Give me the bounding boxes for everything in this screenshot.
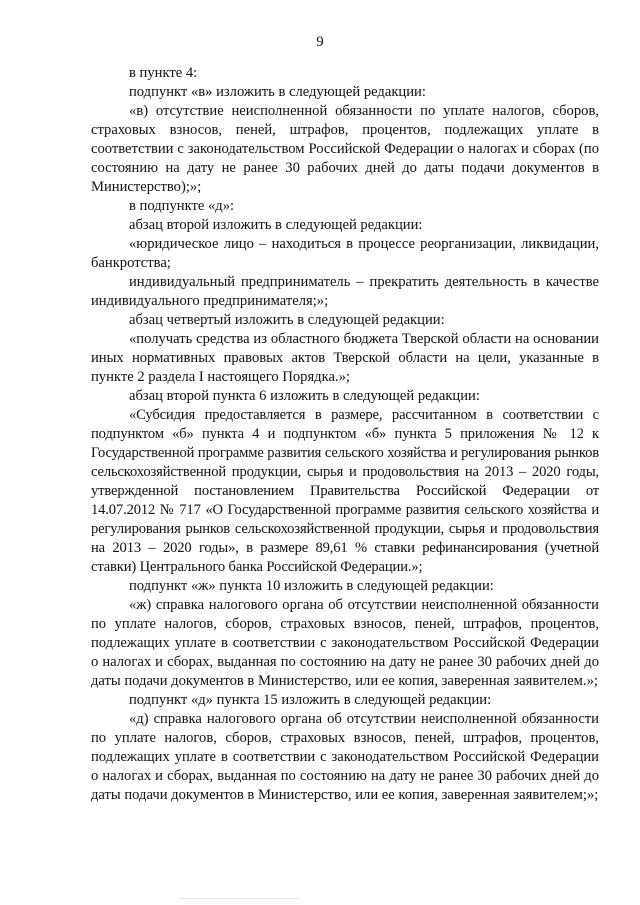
- paragraph-individual-entrepreneur: индивидуальный предприниматель – прекратить деятельность в качестве индивидуального предпринимателя;»;: [91, 274, 599, 309]
- paragraph-item-15-heading: подпункт «д» пункта 15 изложить в следующей редакции:: [129, 692, 492, 708]
- paragraph-item-6-heading: абзац второй пункта 6 изложить в следующей редакции:: [129, 388, 480, 404]
- paragraph-item-10-heading: подпункт «ж» пункта 10 изложить в следующей редакции:: [129, 578, 494, 594]
- paragraph-item-10-text: «ж) справка налогового органа об отсутствии неисполненной обязанности по уплате налогов, сборов, страховых взносов, пеней, штрафов, процентов, подлежащих уплате в соответствии с законодательством Российской Федерации о налогах и сборах, выданная по состоянию на дату не ранее 30 рабочих дней до даты подачи документов в Министерство, или ее копия, заверенная заявителем.»;: [91, 597, 599, 689]
- paragraph-subitem-v-text: «в) отсутствие неисполненной обязанности по уплате налогов, сборов, страховых взносов, пеней, штрафов, процентов, подлежащих уплате в соответствии с законодательством Российской Федерации о налогах и сборах (по состоянию на дату не ранее 30 рабочих дней до даты подачи документов в Министерство);»;: [91, 103, 599, 195]
- document-body: [91, 64, 599, 805]
- page-number: 9: [316, 34, 324, 50]
- paragraph-fourth-abzac-heading: абзац четвертый изложить в следующей редакции:: [129, 312, 445, 328]
- paragraph-item-15-text: «д) справка налогового органа об отсутствии неисполненной обязанности по уплате налогов, сборов, страховых взносов, пеней, штрафов, процентов, подлежащих уплате в соответствии с законодательством Российской Федерации о налогах и сборах, выданная по состоянию на дату не ранее 30 рабочих дней до даты подачи документов в Министерство, или ее копия, заверенная заявителем;»;: [91, 711, 599, 803]
- paragraph-budget-funds: «получать средства из областного бюджета Тверской области на основании иных нормативных правовых актов Тверской области на цели, указанные в пункте 2 раздела I настоящего Порядка.»;: [91, 331, 599, 385]
- scan-artifact: [180, 892, 300, 899]
- paragraph-subitem-v-heading: подпункт «в» изложить в следующей редакции:: [129, 84, 426, 100]
- paragraph-item-4: в пункте 4:: [129, 65, 198, 81]
- paragraph-subitem-d: в подпункте «д»:: [129, 198, 235, 214]
- paragraph-legal-entity: «юридическое лицо – находиться в процессе реорганизации, ликвидации, банкротства;: [91, 236, 599, 271]
- paragraph-second-abzac-heading: абзац второй изложить в следующей редакции:: [129, 217, 423, 233]
- paragraph-subsidy-text: «Субсидия предоставляется в размере, рассчитанном в соответствии с подпунктом «б» пункта 4 и подпунктом «б» пункта 5 приложения № 12 к Государственной программе развития сельского хозяйства и регулирования рынков сельскохозяйственной продукции, сырья и продовольствия на 2013 – 2020 годы, утвержденной постановлением Правительства Российской Федерации от 14.07.2012 № 717 «О Государственной программе развития сельского хозяйства и регулирования рынков сельскохозяйственной продукции, сырья и продовольствия на 2013 – 2020 годы», в размере 89,61 % ставки рефинансирования (учетной ставки) Центрального банка Российской Федерации.»;: [91, 407, 599, 575]
